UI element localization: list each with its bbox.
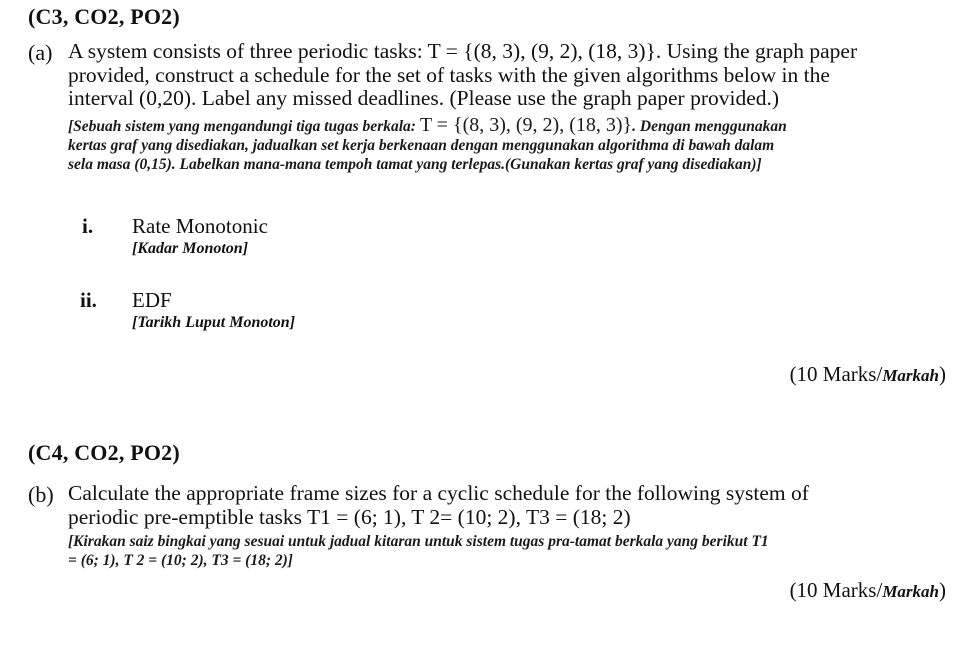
- marks-b-malay: Markah: [882, 582, 939, 601]
- item-ii-malay: [Tarikh Luput Monoton]: [132, 314, 296, 331]
- question-b-malay-translation: [68, 532, 948, 570]
- section-b-heading: (C4, CO2, PO2): [28, 440, 180, 465]
- item-i-text: Rate Monotonic: [132, 214, 268, 238]
- question-a-malay-translation: [68, 116, 948, 174]
- malay-b-line-1: [Kirakan saiz bingkai yang sesuai untuk jadual kitaran untuk sistem tugas pra-tamat berkala yang berikut T1: [68, 533, 769, 550]
- item-ii-text: EDF: [132, 288, 172, 312]
- question-b-text: [68, 482, 946, 529]
- marks-b-english: (10 Marks/: [789, 578, 883, 602]
- malay-a-task-set: T = {(8, 3), (9, 2), (18, 3)}: [419, 114, 633, 136]
- question-a-line-2: provided, construct a schedule for the set of tasks with the given algorithms below in the: [68, 62, 830, 87]
- item-i-number: i.: [82, 214, 94, 238]
- question-a-line-3: interval (0,20). Label any missed deadlines. (Please use the graph paper provided.): [68, 86, 780, 110]
- marks-a-malay: Markah: [882, 366, 939, 385]
- question-b-line-2: periodic pre-emptible tasks T1 = (6; 1), T 2= (10; 2), T3 = (18; 2): [68, 504, 631, 529]
- section-b-marks: [790, 578, 946, 603]
- malay-a-line-1-part-1: [Sebuah sistem yang mengandungi tiga tugas berkala:: [68, 118, 420, 135]
- section-a-marks: [790, 362, 946, 387]
- question-a-label: (a): [28, 40, 53, 65]
- malay-a-line-3: sela masa (0,15). Labelkan mana-mana tempoh tamat yang terlepas.(Gunakan kertas graf yang disediakan)]: [68, 156, 762, 173]
- malay-a-line-1-part-2: . Dengan menggunakan: [632, 118, 787, 135]
- question-b-line-1: Calculate the appropriate frame sizes for a cyclic schedule for the following system of: [68, 481, 809, 505]
- marks-a-close: ): [939, 362, 946, 386]
- marks-b-close: ): [939, 578, 946, 602]
- malay-b-line-2: = (6; 1), T 2 = (10; 2), T3 = (18; 2)]: [68, 552, 293, 569]
- section-a-heading: (C3, CO2, PO2): [28, 4, 180, 29]
- malay-a-line-2: kertas graf yang disediakan, jadualkan set kerja berkenaan dengan menggunakan algorithma di bawah dalam: [68, 137, 775, 154]
- malay-a-line-1: [68, 116, 948, 136]
- question-a-text: [68, 40, 946, 111]
- marks-a-english: (10 Marks/: [789, 362, 883, 386]
- question-a-line-1: A system consists of three periodic tasks: T = {(8, 3), (9, 2), (18, 3)}. Using the graph paper: [68, 39, 858, 63]
- item-i-malay: [Kadar Monoton]: [132, 240, 249, 257]
- item-ii-number: ii.: [80, 288, 97, 312]
- question-b-label: (b): [28, 482, 54, 507]
